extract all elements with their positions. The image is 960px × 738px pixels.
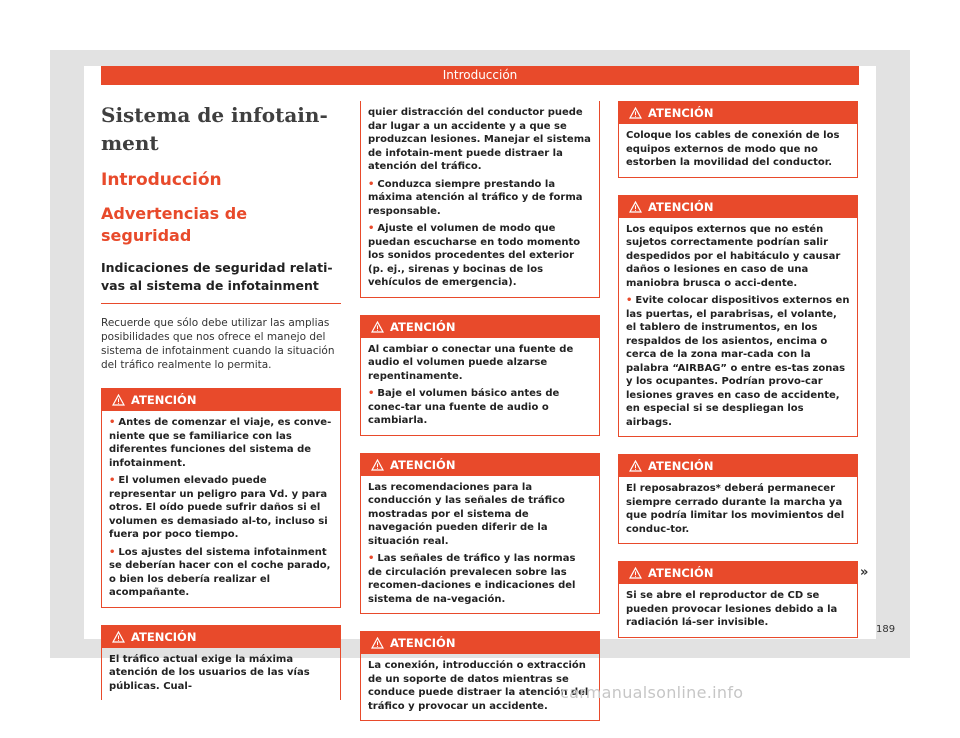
subsection-title: Advertencias de seguridad <box>101 204 248 245</box>
warning-bullet: • Las señales de tráfico y las normas de circulación prevalecen sobre las recomen-daciones e indicaciones del sistema de na-vegación. <box>368 553 576 605</box>
warning-box <box>618 454 858 544</box>
continue-mark: » <box>860 565 869 580</box>
warning-text: El reposabrazos* deberá permanecer siempre cerrado durante la marcha ya que podría limitar los movimientos del conduc-tor. <box>626 483 845 535</box>
warning-text: quier distracción del conductor puede dar lugar a un accidente y a que se produzcan lesiones. Manejar el sistema de infotain-ment puede distraer la atención del tráfico. <box>368 107 591 172</box>
warning-text: El tráfico actual exige la máxima atención de los usuarios de las vías públicas. Cual- <box>109 653 310 692</box>
warning-triangle-icon <box>629 201 642 213</box>
column-middle <box>360 101 600 738</box>
warning-box <box>360 453 600 615</box>
warning-title: ATENCIÓN <box>131 629 197 644</box>
warning-bullet: • Conduzca siempre prestando la máxima atención al tráfico y de forma responsable. <box>368 178 583 217</box>
section-title: Introducción <box>101 170 222 190</box>
warning-bullet: • El volumen elevado puede representar un peligro para Vd. y para otros. El oído puede sufrir daños si el volumen es demasiado al-to, incluso si fuera por poco tiempo. <box>109 475 328 540</box>
intro-paragraph: Recuerde que sólo debe utilizar las amplias posibilidades que nos ofrece el manejo del sistema de infotainment cuando la situación del tráfico realmente lo permita. <box>101 317 335 371</box>
section-header-bar: Introducción <box>101 66 859 85</box>
warning-box <box>360 315 600 436</box>
warning-triangle-icon <box>629 107 642 119</box>
warning-title: ATENCIÓN <box>131 393 197 407</box>
warning-title: ATENCIÓN <box>648 106 714 120</box>
warning-text: La conexión, introducción o extracción de un soporte de datos mientras se conduce puede distraer la atención del tráfico y provocar un accidente. <box>368 660 589 712</box>
warning-triangle-icon <box>629 460 642 472</box>
warning-title: ATENCIÓN <box>648 199 714 214</box>
warning-title: ATENCIÓN <box>390 319 456 334</box>
page-number: 189 <box>876 624 896 635</box>
warning-box-continued <box>360 101 600 298</box>
warning-text: Los equipos externos que no estén sujetos correctamente podrían salir despedidos por el habitáculo y causar daños o lesiones en caso de una maniobra brusca o acci-dente. <box>626 223 841 289</box>
warning-box <box>618 561 858 638</box>
warning-bullet: • Evite colocar dispositivos externos en las puertas, el parabrisas, el volante, el tablero de instrumentos, en los respaldos de los asientos, encima o cerca de la zona mar-cada con la palabra “AIRBAG” o entre es-tas zonas y los ocupantes. Podrían provo-car lesiones graves en caso de accidente, en especial si se despliegan los airbags. <box>626 295 850 428</box>
chapter-title: Sistema de infotain-ment <box>101 103 328 155</box>
warning-triangle-icon <box>112 631 125 643</box>
warning-box <box>618 101 858 178</box>
warning-title: ATENCIÓN <box>648 459 714 473</box>
warning-bullet: • Antes de comenzar el viaje, es conve-niente que se familiarice con las diferentes funciones del sistema de infotainment. <box>109 417 332 469</box>
warning-box <box>101 388 341 608</box>
warning-bullet: • Baje el volumen básico antes de conec-tar una fuente de audio o cambiarla. <box>368 388 560 426</box>
warning-text: Si se abre el reproductor de CD se pueden provocar lesiones debido a la radiación lá-ser invisible. <box>626 590 838 628</box>
warning-text: Las recomendaciones para la conducción y las señales de tráfico mostradas por el sistema de navegación pueden diferir de la situación real. <box>368 481 565 547</box>
watermark: carmanualsonline.info <box>560 683 744 702</box>
warning-title: ATENCIÓN <box>390 636 456 650</box>
column-left <box>101 101 341 717</box>
warning-triangle-icon <box>112 394 125 406</box>
warning-title: ATENCIÓN <box>390 457 456 472</box>
warning-triangle-icon <box>371 459 384 471</box>
topic-title: Indicaciones de seguridad relati-vas al sistema de infotainment <box>101 259 341 304</box>
warning-triangle-icon <box>629 567 642 579</box>
warning-triangle-icon <box>371 637 384 649</box>
warning-text: Al cambiar o conectar una fuente de audio el volumen puede alzarse repentinamente. <box>368 343 574 382</box>
warning-triangle-icon <box>371 321 384 333</box>
warning-box <box>618 195 858 438</box>
warning-box <box>101 625 341 701</box>
warning-bullet: • Los ajustes del sistema infotainment se deberían hacer con el coche parado, o bien los debería realizar el acompañante. <box>109 546 331 598</box>
warning-title: ATENCIÓN <box>648 566 714 580</box>
warning-bullet: • Ajuste el volumen de modo que puedan escucharse en todo momento los sonidos procedentes del exterior (p. ej., sirenas y bocinas de los vehículos de emergencia). <box>368 223 581 288</box>
warning-text: Coloque los cables de conexión de los equipos externos de modo que no estorben la movilidad del conductor. <box>626 130 840 168</box>
column-right <box>618 101 858 655</box>
